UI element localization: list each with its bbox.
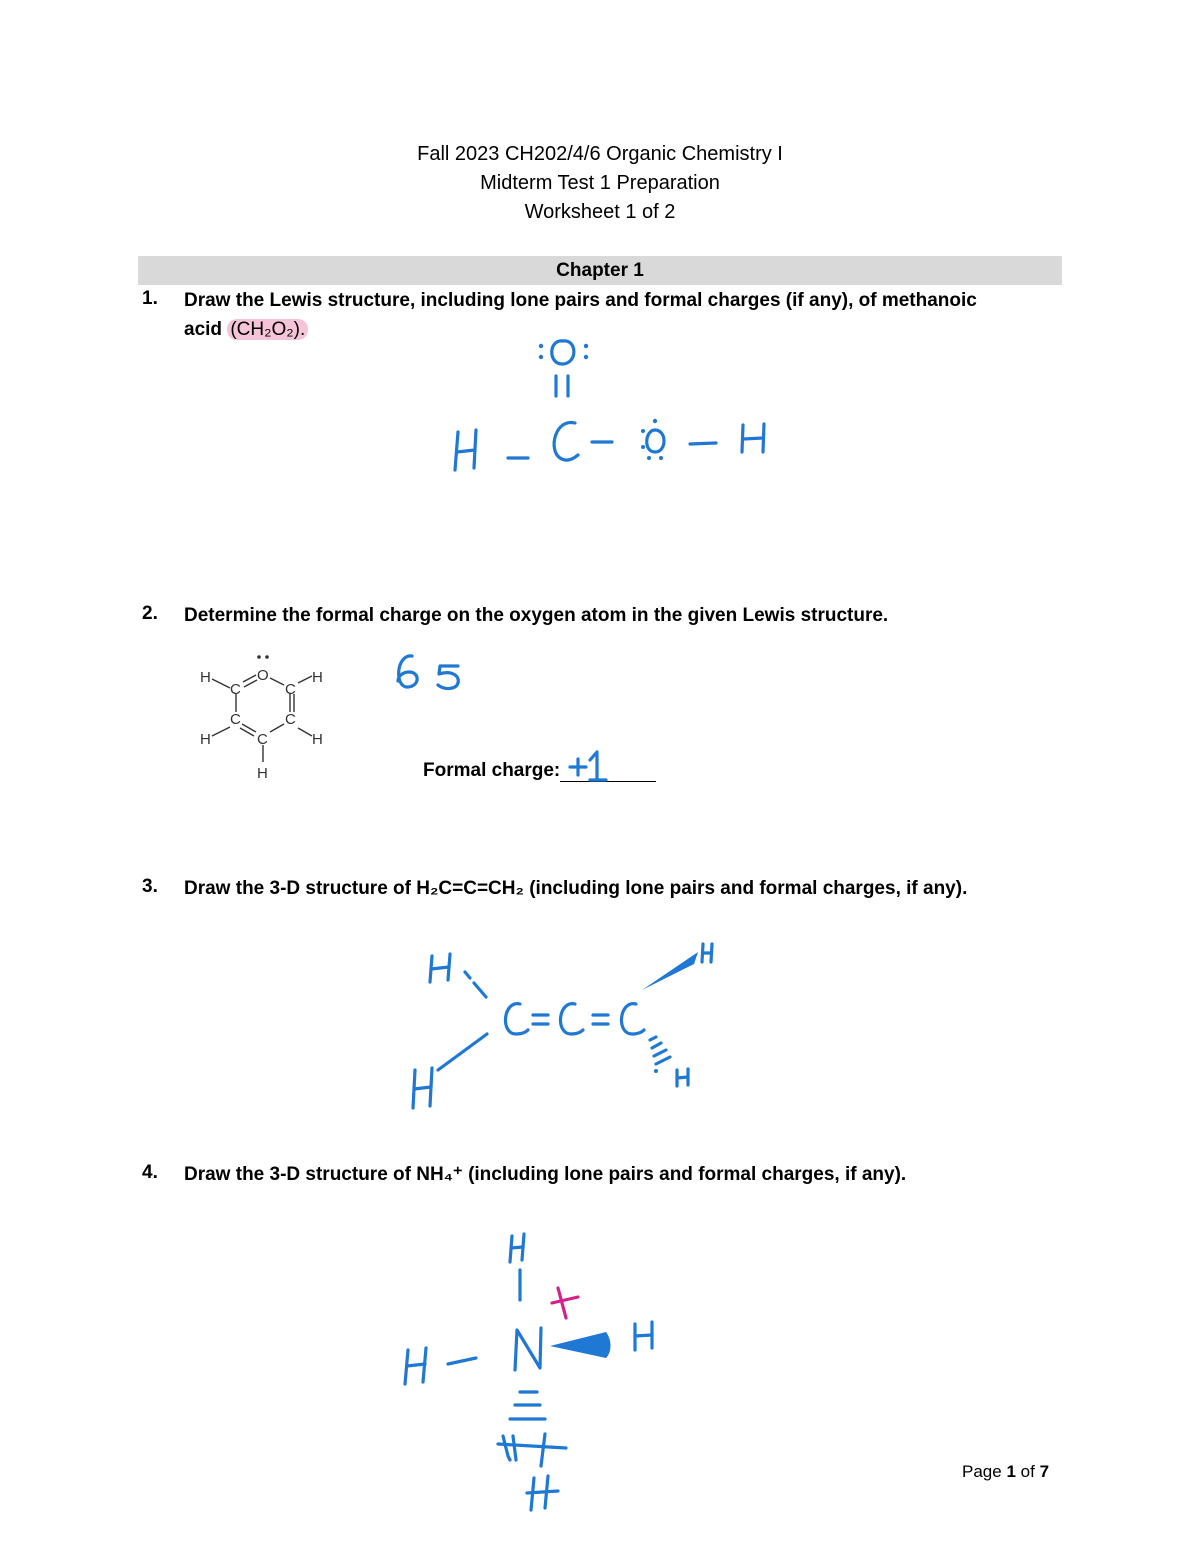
atom-c-bottom: C <box>257 731 268 748</box>
atom-c-top-left: C <box>230 681 241 698</box>
atom-o: O <box>257 667 269 684</box>
question-2-text: Determine the formal charge on the oxygen atom in the given Lewis structure. <box>184 605 889 626</box>
question-3-number: 3. <box>142 876 158 897</box>
atom-h-bottom-right: H <box>312 731 323 748</box>
atom-h-top-right: H <box>312 669 323 686</box>
chapter-heading: Chapter 1 <box>138 256 1062 285</box>
q1-lewis-structure-drawing <box>455 341 764 470</box>
question-4-number: 4. <box>142 1162 158 1183</box>
atom-h-top-left: H <box>200 669 211 686</box>
footer-page-number: 1 <box>1006 1462 1016 1481</box>
formal-charge-label: Formal charge: <box>423 760 561 781</box>
question-2-number: 2. <box>142 603 158 624</box>
atom-c-mid-right: C <box>285 711 296 728</box>
formal-charge-answer-plus-one <box>570 752 606 780</box>
q3-allene-3d-drawing <box>413 944 712 1108</box>
header-test-title: Midterm Test 1 Preparation <box>480 172 720 194</box>
question-3-text: Draw the 3-D structure of H₂C=C=CH₂ (including lone pairs and formal charges, if any). <box>184 878 968 899</box>
question-1-line2: acid <box>184 319 228 340</box>
question-4-text: Draw the 3-D structure of NH₄⁺ (including lone pairs and formal charges, if any). <box>184 1164 907 1185</box>
question-1-line1: Draw the Lewis structure, including lone pairs and formal charges (if any), of methanoic <box>184 290 977 311</box>
footer-total-pages: 7 <box>1039 1462 1050 1481</box>
formula-highlight: (CH₂O₂). <box>227 319 308 340</box>
atom-h-bottom-left: H <box>200 731 211 748</box>
footer-page-label: Page <box>962 1462 1002 1481</box>
atom-c-mid-left: C <box>230 711 241 728</box>
question-1-number: 1. <box>142 288 158 309</box>
atom-h-bottom: H <box>257 765 268 782</box>
header-worksheet-number: Worksheet 1 of 2 <box>524 201 676 223</box>
q4-ammonium-3d-drawing <box>405 1234 652 1510</box>
header-course-title: Fall 2023 CH202/4/6 Organic Chemistry I <box>417 143 783 165</box>
footer-of-label: of <box>1020 1462 1035 1481</box>
atom-c-top-right: C <box>285 681 296 698</box>
q2-electron-count-note <box>398 656 458 689</box>
